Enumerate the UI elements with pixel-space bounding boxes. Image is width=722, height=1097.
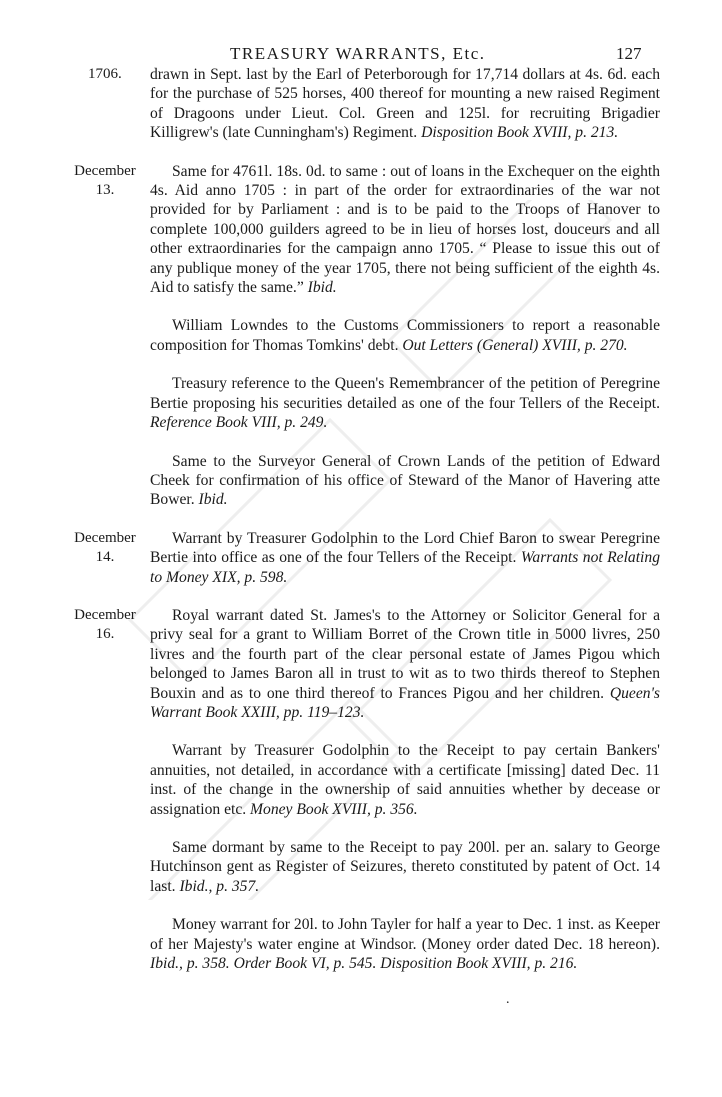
entry [60, 374, 660, 432]
entry-reference: Ibid., p. 358. Order Book VI, p. 545. Disposition Book XVIII, p. 216. [150, 955, 578, 973]
entry-text [150, 915, 660, 973]
entry-date-month: December [74, 162, 136, 179]
entry [60, 65, 660, 143]
entry-reference: Warrants not Relating to Money XIX, p. 598. [150, 549, 660, 586]
entry [60, 452, 660, 510]
year-label: 1706. [88, 66, 122, 82]
entry-text [150, 65, 660, 143]
entry-date-day: 13. [95, 181, 115, 198]
entry-body: Same to the Surveyor General of Crown Lands of the petition of Edward Cheek for confirmation of his office of Steward of the Manor of Havering atte Bower. [150, 452, 660, 509]
entry-text [150, 316, 660, 355]
running-title: TREASURY WARRANTS, Etc. [230, 44, 486, 63]
entry [60, 529, 660, 587]
entry-body: Treasury reference to the Queen's Remembrancer of the petition of Peregrine Bertie proposing his securities detailed as one of the four Tellers of the Receipt. [150, 375, 660, 412]
entry-body: drawn in Sept. last by the Earl of Peterborough for 17,714 dollars at 4s. 6d. each for the purchase of 525 horses, 400 thereof for mounting a new raised Regiment of Dragoons under Lieut. Col. Green and 125l. for recruiting Brigadier Killigrew's (late Cunningham's) Regiment. [150, 66, 660, 142]
entry-text [150, 162, 660, 298]
entry-body: Warrant by Treasurer Godolphin to the Receipt to pay certain Bankers' annuities, not detailed, in accordance with a certificate [missing] dated Dec. 11 inst. of the change in the ownership of said annuities whether by decease or assignation etc. [150, 742, 660, 818]
entry-text [150, 606, 660, 722]
page-number: 127 [616, 44, 642, 63]
entry-reference: Queen's Warrant Book XXIII, pp. 119–123. [150, 684, 660, 721]
entry-text [150, 529, 660, 587]
entry-reference: Reference Book VIII, p. 249. [150, 414, 328, 432]
entry-reference: Out Letters (General) XVIII, p. 270. [402, 336, 628, 354]
entry [60, 606, 660, 722]
entry-reference: Disposition Book XVIII, p. 213. [421, 124, 619, 142]
entry-body: Warrant by Treasurer Godolphin to the Lord Chief Baron to swear Peregrine Bertie into office as one of the four Tellers of the Receipt. [150, 529, 660, 567]
entry-date-month: December [74, 606, 136, 623]
entry-text [150, 374, 660, 432]
entry-body: Same for 4761l. 18s. 0d. to same : out of loans in the Exchequer on the eighth 4s. Aid anno 1705 : in part of the order for extraordinaries of the war not provided for by Parliament : and is to be paid to the Troops of Hanover to complete 100,000 guilders agreed to be in lieu of horses lost, douceurs and all other extraordinaries for the campaign anno 1705. “ Please to issue this out of any publique money of the year 1705, there not being sufficient of the eighth 4s. Aid to satisfy the same.” [150, 162, 660, 297]
entry [60, 915, 660, 973]
entry-date [60, 529, 150, 567]
entry-date-day: 14. [95, 548, 115, 565]
entry [60, 838, 660, 896]
entry-body: Royal warrant dated St. James's to the Attorney or Solicitor General for a privy seal for a grant to William Borret of the Crown title in 5000 livres, 250 livres and the fourth part of the clear personal estate of James Pigou which belonged to James Baron all in trust to wit as to two thirds thereof to Stephen Bouxin and as to one third thereof to Frances Pigou and her children. [150, 606, 660, 702]
entry-reference: Ibid., p. 357. [179, 877, 260, 895]
entry-body: Same dormant by same to the Receipt to pay 200l. per an. salary to George Hutchinson gent as Register of Seizures, thereto constituted by patent of Oct. 14 last. [150, 839, 660, 895]
entry-reference: Ibid. [307, 279, 337, 297]
entry-reference: Money Book XVIII, p. 356. [250, 800, 418, 818]
entry-reference: Ibid. [198, 491, 228, 509]
entry-text [150, 741, 660, 819]
entry-date [60, 162, 150, 200]
entry-date [60, 606, 150, 644]
footer-mark: . [506, 992, 510, 1007]
entry [60, 316, 660, 355]
entry [60, 162, 660, 298]
entry-text [150, 452, 660, 510]
entry-date-month: December [74, 529, 136, 546]
entries-list [60, 65, 660, 992]
entry-body: Money warrant for 20l. to John Tayler for half a year to Dec. 1 inst. as Keeper of her Majesty's water engine at Windsor. (Money order dated Dec. 18 hereon). [150, 916, 660, 953]
entry-text [150, 838, 660, 896]
entry [60, 741, 660, 819]
entry-date-day: 16. [95, 625, 115, 642]
entry-body: William Lowndes to the Customs Commissioners to report a reasonable composition for Thomas Tomkins' debt. [150, 317, 660, 354]
